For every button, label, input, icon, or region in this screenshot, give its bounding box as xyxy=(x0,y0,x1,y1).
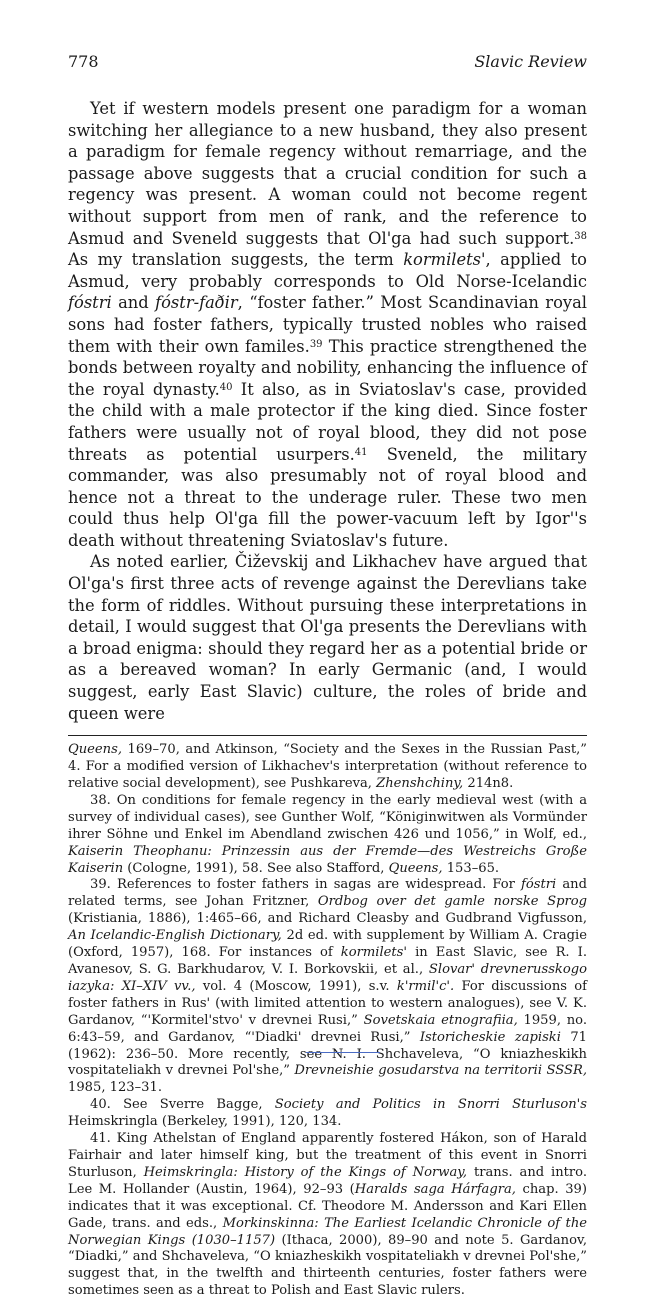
running-head xyxy=(68,52,587,74)
text-run: , applied to Asmud, very probably corresponds to Old Norse-Icelandic xyxy=(68,250,587,291)
footnotes xyxy=(68,742,587,1300)
footnote-40: 40. See Sverre Bagge, Society and Politics in Snorri Sturluson's Heimskringla (Berkeley, 1991), 120, 134. xyxy=(68,1097,587,1130)
footnote-38: 38. On conditions for female regency in the early medieval west (with a survey of individual cases), see Gunther Wolf, “Königinwitwen als Vormünder ihrer Söhne und Enkel im Abendland zwischen 426 und 1056,” in Wolf, ed., Kaiserin Theophanu: Prinzessin aus der Fremde—des Westreichs Große Kaiserin (Cologne, 1991), 58. See also Stafford, Queens, 153–65. xyxy=(68,792,587,876)
body-paragraph xyxy=(68,98,587,551)
journal-title: Slavic Review xyxy=(474,52,587,71)
text-run: It also, as in Sviatoslav's case, provided the child with a male protector if the king died. Since foster fathers were usually not of royal blood, they did not pose threats as potential usurpers. xyxy=(68,379,587,464)
note-ref: 40 xyxy=(219,381,233,393)
bottom-divider xyxy=(306,1052,380,1053)
text-run: As my translation suggests, the term xyxy=(68,250,404,270)
footnote-41: 41. King Athelstan of England apparently fostered Hákon, son of Harald Fairhair and later himself king, but the treatment of this event in Snorri Sturluson, Heimskringla: History of the Kings of Norway, trans. and intro. Lee M. Hollander (Austin, 1964), 92–93 (Haralds saga Hárfagra, chap. 39) indicates that it was exceptional. Cf. Theodore M. Andersson and Kari Ellen Gade, trans. and eds., Morkinskinna: The Earliest Icelandic Chronicle of the Norwegian Kings (1030–1157) (Ithaca, 2000), 89–90 and note 5. Gardanov, “Diadki,” and Shchaveleva, “O kniazheskikh vospitateliakh v drevnei Pol'she,” suggest that, in the twelfth and thirteenth centuries, foster fathers were sometimes seen as a threat to Polish and East Slavic rulers. xyxy=(68,1131,588,1299)
body-text xyxy=(68,98,587,724)
italic-term: fóstr-faðir xyxy=(155,293,238,313)
text-run: and xyxy=(111,293,156,313)
text-run: This practice strengthened the bonds between royalty and nobility, enhancing the influence of the royal dynasty. xyxy=(68,336,587,399)
note-ref: 38 xyxy=(574,230,587,242)
italic-term: fóstri xyxy=(68,293,112,313)
italic-term: kormilets' xyxy=(403,250,486,270)
page xyxy=(68,52,587,1300)
text-run: , “foster father.” Most Scandinavian royal sons had foster fathers, typically trusted nobles who raised them with their own familes. xyxy=(68,293,587,356)
body-paragraph: As noted earlier, Čiževskij and Likhachev have argued that Ol'ga's first three acts of revenge against the Derevlians take the form of riddles. Without pursuing these interpretations in detail, I would suggest that Ol'ga presents the Derevlians with a broad enigma: should they regard her as a potential bride or as a bereaved woman? In early Germanic (and, I would suggest, early East Slavic) culture, the roles of bride and queen were xyxy=(68,552,587,723)
text-run: Sveneld, the military commander, was also presumably not of royal blood and hence not a threat to the underage ruler. These two men could thus help Ol'ga fill the power-vacuum left by Igor''s death without threatening Sviatoslav's future. xyxy=(68,444,587,550)
footnote-rule xyxy=(68,735,587,736)
text-run: Yet if western models present one paradigm for a woman switching her allegiance to a new husband, they also present a paradigm for female regency without remarriage, and the passage above suggests that a crucial condition for such a regency was present. A woman could not become regent without support from men of rank, and the reference to Asmud and Sveneld suggests that Ol'ga had such support. xyxy=(68,99,587,248)
footnote-39: 39. References to foster fathers in sagas are widespread. For fóstri and related terms, see Johan Fritzner, Ordbog over det gamle norske Sprog (Kristiania, 1886), 1:465–66, and Richard Cleasby and Gudbrand Vigfusson, An Icelandic-English Dictionary, 2d ed. with supplement by William A. Cragie (Oxford, 1957), 168. For instances of kormilets' in East Slavic, see R. I. Avanesov, S. G. Barkhudarov, V. I. Borkovskii, et al., Slovar' drevnerusskogo iazyka: XI–XIV vv., vol. 4 (Moscow, 1991), s.v. k'rmil'c'. For discussions of foster fathers in Rus' (with limited attention to western analogues), see V. K. Gardanov, “'Kormitel'stvo' v drevnei Rusi,” Sovetskaia etnografiia, 1959, no. 6:43–59, and Gardanov, “'Diadki' drevnei Rusi,” Istoricheskie zapiski 71 (1962): 236–50. More recently, see N. I. Shchaveleva, “O kniazheskikh vospitateliakh v drevnei Pol'she,” Drevneishie gosudarstva na territorii SSSR, 1985, 123–31. xyxy=(68,877,587,1096)
note-ref: 39 xyxy=(309,338,323,350)
note-ref: 41 xyxy=(354,446,368,458)
page-number: 778 xyxy=(68,52,99,71)
footnote-continuation: Queens, 169–70, and Atkinson, “Society and the Sexes in the Russian Past,” 4. For a modified version of Likhachev's interpretation (without reference to relative social development), see Pushkareva, Zhenshchiny, 214n8. xyxy=(68,742,587,792)
